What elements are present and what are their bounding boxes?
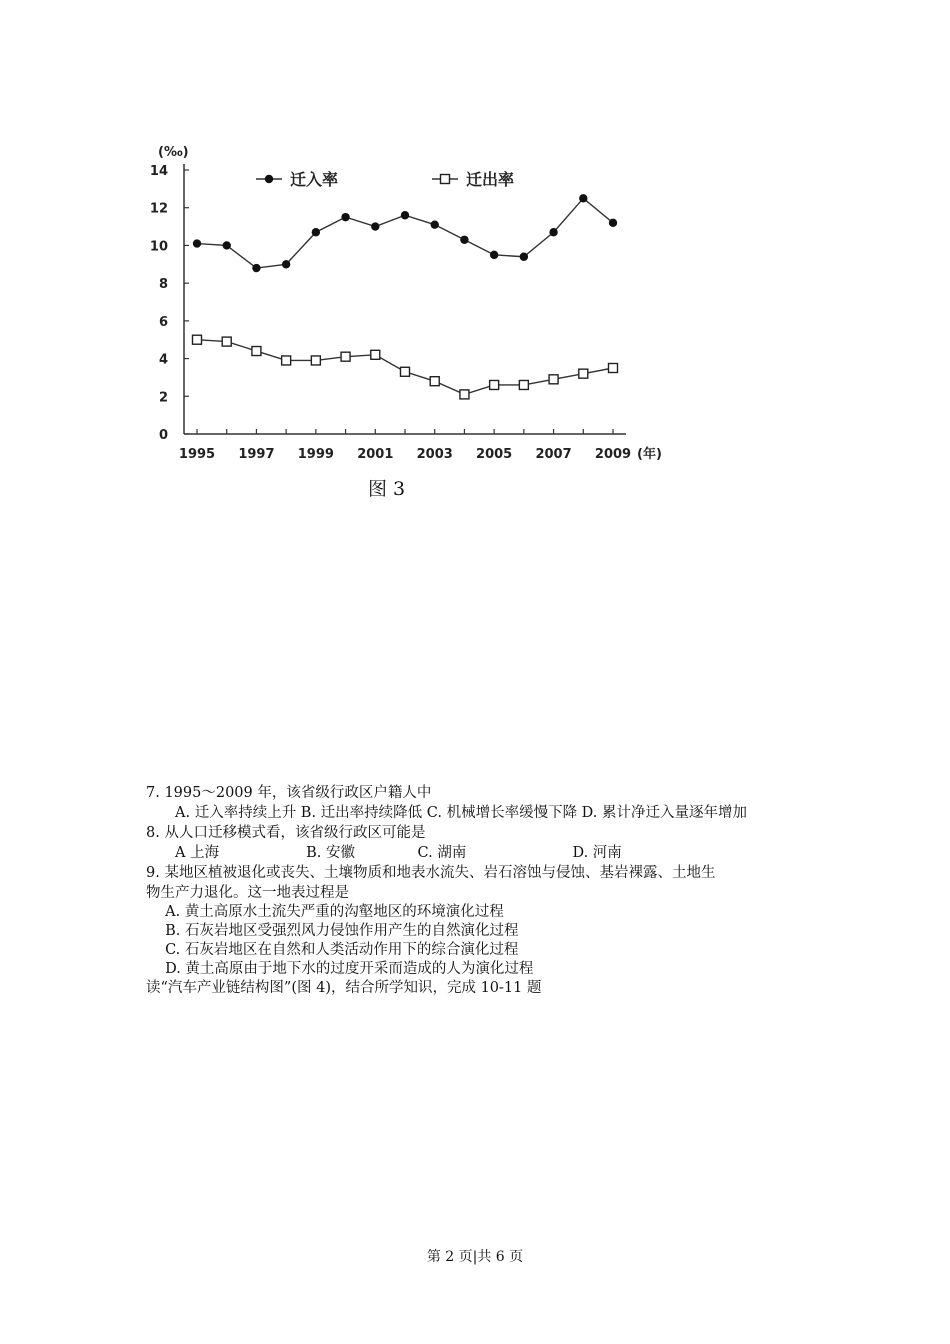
data-point xyxy=(490,380,499,389)
data-point xyxy=(401,211,409,219)
legend-label: 迁入率 xyxy=(290,170,339,189)
x-axis-unit: (年) xyxy=(637,447,662,462)
page-footer: 第 2 页|共 6 页 xyxy=(426,1249,524,1265)
question-7: 7. 1995～2009 年，该省级行政区户籍人中 xyxy=(146,785,432,801)
data-point xyxy=(609,219,617,227)
chart-axes xyxy=(184,164,626,434)
data-point xyxy=(282,356,291,365)
data-point xyxy=(579,194,587,202)
chart-series xyxy=(193,194,618,399)
question-9-option-a: A. 黄土高原水土流失严重的沟壑地区的环境演化过程 xyxy=(146,904,504,920)
y-tick-label: 12 xyxy=(149,201,168,217)
data-point xyxy=(341,352,350,361)
data-point xyxy=(222,337,231,346)
x-tick-label: 1997 xyxy=(238,447,275,462)
y-tick-label: 14 xyxy=(149,164,168,179)
legend-marker xyxy=(265,175,273,183)
question-9-cont: 物生产力退化。这一地表过程是 xyxy=(146,885,349,901)
data-point xyxy=(193,335,202,344)
data-point xyxy=(549,375,558,384)
legend-marker xyxy=(441,175,450,184)
x-tick-label: 2005 xyxy=(476,447,513,462)
question-8: 8. 从人口迁移模式看，该省级行政区可能是 xyxy=(146,825,426,841)
data-point xyxy=(460,390,469,399)
y-tick-label: 2 xyxy=(158,390,168,406)
y-tick-label: 0 xyxy=(158,428,168,443)
data-point xyxy=(609,364,618,373)
question-9-option-b: B. 石灰岩地区受强烈风力侵蚀作用产生的自然演化过程 xyxy=(146,923,519,939)
y-tick-label: 8 xyxy=(158,277,168,293)
legend-label: 迁出率 xyxy=(466,170,515,189)
migration-rate-chart xyxy=(140,130,700,470)
data-point xyxy=(252,264,260,272)
y-tick-label: 10 xyxy=(149,239,168,255)
chart-legend xyxy=(256,170,514,189)
data-point xyxy=(252,347,261,356)
data-point xyxy=(371,350,380,359)
question-9: 9. 某地区植被退化或丧失、土壤物质和地表水流失、岩石溶蚀与侵蚀、基岩裸露、土地生 xyxy=(146,865,716,881)
question-9-option-c: C. 石灰岩地区在自然和人类活动作用下的综合演化过程 xyxy=(146,942,519,958)
data-point xyxy=(519,380,528,389)
question-7-options: A. 迁入率持续上升 B. 迁出率持续降低 C. 机械增长率缓慢下降 D. 累计净迁入量逐年增加 xyxy=(146,805,748,821)
data-point xyxy=(431,220,439,228)
data-point xyxy=(311,356,320,365)
x-tick-label: 2007 xyxy=(535,447,572,462)
data-point xyxy=(371,222,379,230)
reading-prompt: 读“汽车产业链结构图”(图 4)，结合所学知识，完成 10-11 题 xyxy=(146,980,542,996)
data-point xyxy=(549,228,557,236)
data-point xyxy=(282,260,290,268)
x-tick-label: 2001 xyxy=(357,447,394,462)
x-tick-label: 2003 xyxy=(416,447,453,462)
data-point xyxy=(401,367,410,376)
question-9-option-d: D. 黄土高原由于地下水的过度开采而造成的人为演化过程 xyxy=(146,961,534,977)
x-tick-label: 1999 xyxy=(297,447,334,462)
chart-ticks xyxy=(150,145,662,462)
question-8-options: A 上海 B. 安徽 C. 湖南 D. 河南 xyxy=(146,845,622,861)
data-point xyxy=(193,239,201,247)
y-tick-label: 4 xyxy=(158,352,168,368)
data-point xyxy=(341,213,349,221)
data-point xyxy=(460,236,468,244)
data-point xyxy=(312,228,320,236)
figure-caption: 图 3 xyxy=(368,478,406,500)
x-tick-label: 2009 xyxy=(594,447,632,462)
data-point xyxy=(430,377,439,386)
data-point xyxy=(520,253,528,261)
data-point xyxy=(579,369,588,378)
data-point xyxy=(223,241,231,249)
data-point xyxy=(490,251,498,259)
y-axis-unit: (‰) xyxy=(158,145,189,160)
x-tick-label: 1995 xyxy=(178,447,216,462)
y-tick-label: 6 xyxy=(158,314,168,330)
